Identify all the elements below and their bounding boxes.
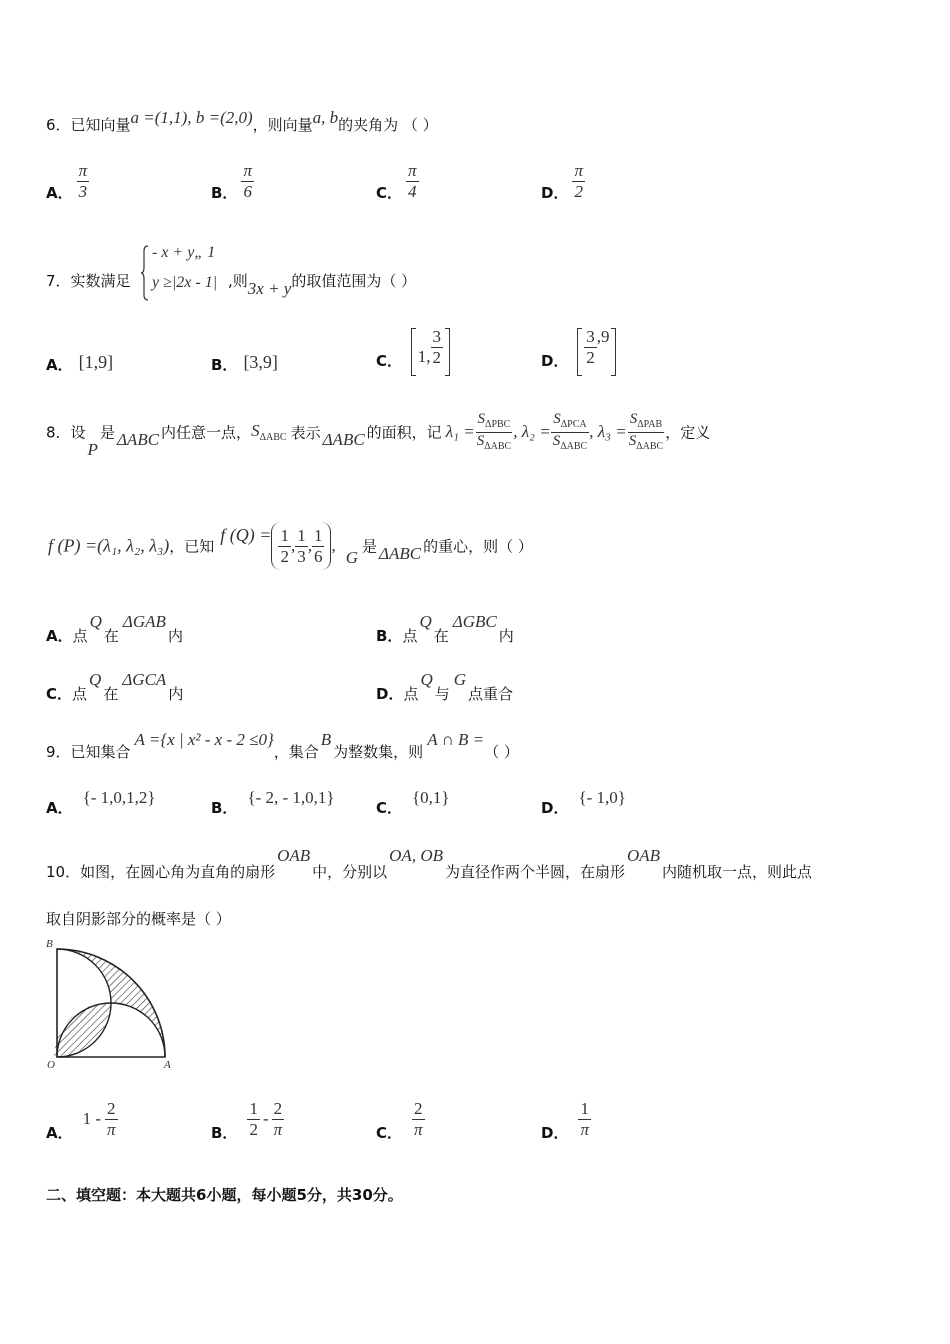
q10-figure <box>44 938 184 1070</box>
q10-option-c[interactable] <box>376 1100 425 1143</box>
option-fraction: $\frac{2}{\pi}$ <box>273 1099 283 1139</box>
f-of-p: f (P) =(λ₁, λ₂, λ₃) <box>48 535 170 556</box>
set-a: A ={x | x² - x - 2 ≤0} <box>134 730 274 749</box>
q6-stem <box>46 108 438 140</box>
q8-t6: ，已知 <box>169 537 215 556</box>
a-intersect-b: A ∩ B = <box>427 730 485 749</box>
q10-stem-line1 <box>46 846 812 880</box>
vertex-b-label: B <box>46 938 53 950</box>
q10-option-a[interactable] <box>46 1100 118 1143</box>
option-letter: C． <box>376 352 403 370</box>
q8-t1: 是 <box>99 423 115 442</box>
q7-tail-text: 的取值范围为（ ） <box>291 272 417 290</box>
lambda-2-fraction: $\frac{S_{\Delta PCA}}{S_{\Delta ABC}}$ <box>552 411 588 452</box>
option-interval: $\frac{3}{2}$ ,9 <box>577 328 616 376</box>
q8-option-c[interactable]: C．点Q在ΔGCA内 <box>46 670 184 703</box>
q6-option-c[interactable] <box>376 162 419 203</box>
q10-t2: 为直径作两个半圆，在扇形 <box>444 863 625 881</box>
option-letter: A． <box>46 356 73 374</box>
sector-diagram <box>44 938 184 1070</box>
q7-option-c[interactable] <box>376 328 450 376</box>
option-fraction: $\frac{\pi}{3}$ <box>78 161 88 201</box>
q9-option-d[interactable] <box>541 788 626 818</box>
left-brace-icon <box>140 245 150 301</box>
diameters: OA, OB <box>389 846 443 865</box>
vertex-o-label: O <box>47 1059 55 1070</box>
q8-t4: 的面积，记 <box>366 423 442 442</box>
q7-tail <box>228 270 416 299</box>
option-letter: C． <box>376 183 403 202</box>
q6-mid: ，则向量 <box>252 116 313 134</box>
q9-option-c[interactable] <box>376 788 450 818</box>
option-letter: D． <box>541 352 569 370</box>
option-interval: [3,9] <box>243 352 278 372</box>
q9-label: 9．已知集合 <box>46 743 131 761</box>
q10-label: 10．如图，在圆心角为直角的扇形 <box>46 863 276 881</box>
option-fraction: $\frac{2}{\pi}$ <box>414 1099 423 1139</box>
option-letter: B． <box>211 799 238 817</box>
q6-label: 6．已知向量 <box>46 116 131 134</box>
option-letter: B． <box>211 183 238 202</box>
q9-stem <box>46 730 519 760</box>
q9-option-a[interactable] <box>46 788 156 818</box>
option-letter: B． <box>211 356 238 374</box>
q6-option-b[interactable] <box>211 162 254 203</box>
q8-option-b[interactable]: B．点Q在ΔGBC内 <box>376 612 514 645</box>
q7-constraint-2: y ≥|2x - 1| <box>152 274 218 291</box>
q6-option-d[interactable] <box>541 162 585 203</box>
q7-label: 7．实数满足 <box>46 272 131 290</box>
q8-label: 8．设 <box>46 423 86 442</box>
lambda-1: λ₁ = <box>445 422 475 441</box>
q10-stem-line2: 取自阴影部分的概率是（ ） <box>46 910 231 928</box>
point-g: G <box>345 547 358 567</box>
f-of-q-vector: $\frac{1}{2}$ , $\frac{1}{3}$ , $\frac{1}{6}$ <box>271 522 331 570</box>
option-set: {- 2, - 1,0,1} <box>247 788 335 807</box>
option-letter: A． <box>46 183 73 202</box>
option-letter: A． <box>46 1123 73 1142</box>
sector-oab: OAB <box>277 846 311 865</box>
lambda-3: , λ₃ = <box>589 422 627 441</box>
option-letter: D． <box>541 799 569 817</box>
q8-stem-line2 <box>48 522 533 574</box>
q10-option-d[interactable] <box>541 1100 591 1143</box>
option-set: {- 1,0,1,2} <box>82 788 156 807</box>
q7-objective: 3x + y <box>247 279 292 298</box>
option-fraction: $\frac{1}{2}$ <box>249 1099 258 1139</box>
q7-constraint-1: - x + y„ 1 <box>152 244 216 261</box>
q8-t3: 表示 <box>290 423 321 442</box>
option-pre: 1 - <box>82 1109 102 1129</box>
lambda-3-fraction: $\frac{S_{\Delta PAB}}{S_{\Delta ABC}}$ <box>628 411 664 452</box>
vertex-a-label: A <box>164 1059 171 1070</box>
option-letter: D． <box>541 1123 569 1142</box>
option-letter: A． <box>46 799 73 817</box>
option-interval: 1, $\frac{3}{2}$ <box>411 328 450 376</box>
f-of-q: f (Q) = <box>220 524 272 545</box>
set-b: B <box>320 730 332 749</box>
option-letter: B． <box>211 1123 238 1142</box>
option-fraction: $\frac{\pi}{6}$ <box>243 161 252 201</box>
option-set: {- 1,0} <box>578 788 626 807</box>
option-interval: [1,9] <box>78 352 114 372</box>
lambda-2: , λ₂ = <box>513 422 551 441</box>
triangle-abc: ΔABC <box>116 429 160 449</box>
q10-option-b[interactable]: B． $\frac{1}{2}$ - $\frac{2}{\pi}$ <box>211 1099 283 1142</box>
q6-vars: a, b <box>312 108 339 127</box>
option-fraction: $\frac{1}{\pi}$ <box>580 1099 589 1139</box>
section-heading: 二、填空题：本大题共6小题，每小题5分，共30分。 <box>46 1186 403 1204</box>
q9-t3: （ ） <box>484 743 519 761</box>
sector-oab: OAB <box>627 846 661 865</box>
q8-t8: 的重心，则（ ） <box>423 537 533 556</box>
option-letter: A． <box>46 627 73 645</box>
q7-option-d[interactable] <box>541 328 616 376</box>
q8-stem-line1 <box>46 412 710 468</box>
q7-mid: ,则 <box>228 272 248 290</box>
q9-t1: ，集合 <box>273 743 319 761</box>
q8-option-d[interactable]: D．点Q与G点重合 <box>376 670 514 703</box>
option-letter: D． <box>541 183 569 202</box>
option-letter: C． <box>376 1123 403 1142</box>
option-fraction: $\frac{\pi}{2}$ <box>574 161 583 201</box>
q6-vectors: a =(1,1), b =(2,0) <box>130 108 253 127</box>
q10-t1: 中，分别以 <box>312 863 388 881</box>
q8-option-a[interactable]: A．点Q在ΔGAB内 <box>46 612 183 645</box>
option-letter: C． <box>376 799 403 817</box>
option-letter: D． <box>376 685 404 703</box>
point-p: P <box>87 439 98 459</box>
q8-t2: 内任意一点， <box>161 423 252 442</box>
q8-t5: ，定义 <box>665 423 711 442</box>
lambda-1-fraction: $\frac{S_{\Delta PBC}}{S_{\Delta ABC}}$ <box>476 411 512 452</box>
triangle-abc: ΔABC <box>322 429 365 449</box>
option-fraction: $\frac{\pi}{4}$ <box>408 161 417 201</box>
option-fraction: $\frac{2}{\pi}$ <box>107 1099 116 1139</box>
q9-t2: 为整数集，则 <box>333 743 424 761</box>
triangle-abc: ΔABC <box>378 543 422 563</box>
q7-option-b[interactable] <box>211 352 278 375</box>
option-set: {0,1} <box>412 788 450 807</box>
q10-t3: 内随机取一点，则此点 <box>662 863 813 881</box>
q6-tail: 的夹角为 （ ） <box>338 116 438 134</box>
area-s: $S_{\Delta ABC}$ <box>251 421 287 443</box>
option-letter: C． <box>46 685 73 703</box>
q6-option-a[interactable] <box>46 162 89 203</box>
q7-option-a[interactable] <box>46 352 113 375</box>
option-letter: B． <box>376 627 403 645</box>
q8-t7: 是 <box>361 537 377 556</box>
q8-comma: , <box>331 536 336 555</box>
q9-option-b[interactable] <box>211 788 335 818</box>
